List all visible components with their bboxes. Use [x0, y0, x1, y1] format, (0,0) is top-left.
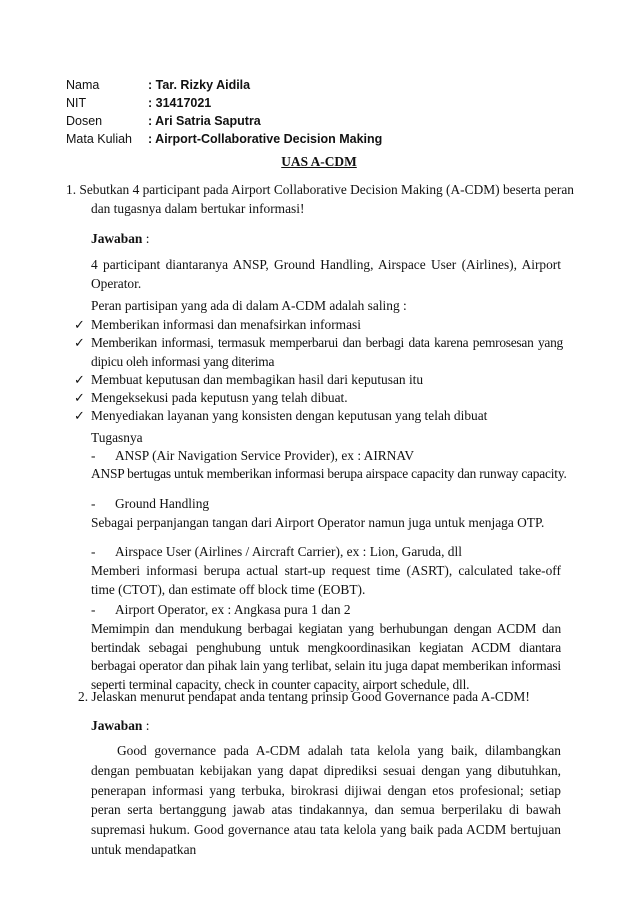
tugas-title-text: Airport Operator, ex : Angkasa pura 1 dan 2: [115, 602, 351, 617]
header-value: : Tar. Rizky Aidila: [148, 78, 251, 92]
answer-colon: :: [142, 231, 150, 246]
header-label: Mata Kuliah: [66, 132, 133, 146]
tugas-item-title: [91, 543, 462, 562]
answer-colon: :: [142, 718, 150, 733]
tugas-item-desc: Sebagai perpanjangan tangan dari Airport Operator namun juga untuk menjaga OTP.: [91, 515, 545, 530]
participants-paragraph: 4 participant diantaranya ANSP, Ground Handling, Airspace User (Airlines), Airport Operator.: [91, 257, 561, 291]
tugas-title-text: Airspace User (Airlines / Aircraft Carrier), ex : Lion, Garuda, dll: [115, 544, 462, 559]
question-2: 2. Jelaskan menurut pendapat anda tentang prinsip Good Governance pada A-CDM!: [78, 689, 530, 704]
dash-bullet: -: [91, 602, 96, 617]
tugas-title-text: Ground Handling: [115, 496, 210, 511]
question-1-line-2: dan tugasnya dalam bertukar informasi!: [91, 201, 305, 216]
tugas-item-title: [91, 601, 351, 620]
answer-2-heading: [91, 717, 149, 736]
header-label: NIT: [66, 96, 87, 110]
tugas-item-title: [91, 495, 209, 514]
tugas-label: Tugasnya: [91, 430, 143, 445]
answer-label: Jawaban: [91, 231, 143, 246]
check-icon: ✓: [74, 390, 85, 405]
list-item: Memberikan informasi, termasuk memperbarui dan berbagi data karena pemrosesan yang dipicu oleh informasi yang diterima: [91, 335, 563, 369]
header-info: [66, 76, 566, 148]
tugas-item-desc: Memberi informasi berupa actual start-up request time (ASRT), calculated take-off time (CTOT), dan estimate off block time (EOBT).: [91, 563, 561, 597]
header-value: : Airport-Collaborative Decision Making: [148, 132, 383, 146]
list-item: Memberikan informasi dan menafsirkan informasi: [91, 317, 361, 332]
answer-1-heading: [91, 230, 149, 249]
document-title: UAS A-CDM: [281, 154, 357, 169]
header-label: Dosen: [66, 114, 103, 128]
header-value: : 31417021: [148, 96, 212, 110]
list-item: Mengeksekusi pada keputusn yang telah dibuat.: [91, 390, 348, 405]
tugas-item-title: [91, 447, 414, 466]
header-value: : Ari Satria Saputra: [148, 114, 261, 128]
check-icon: ✓: [74, 408, 85, 423]
header-label: Nama: [66, 78, 100, 92]
answer-label: Jawaban: [91, 718, 143, 733]
check-icon: ✓: [74, 372, 85, 387]
tugas-title-text: ANSP (Air Navigation Service Provider), ex : AIRNAV: [115, 448, 415, 463]
governance-paragraph: Good governance pada A-CDM adalah tata kelola yang baik, dilambangkan dengan pembuatan kebijakan yang dapat diprediksi sesuai dengan yang dibutuhkan, penerapan informasi yang terbuka, birokrasi dijiwai dengan etos profesional; setiap peran serta bertanggung jawab atas tindakannya, dan semua berperilaku di bawah supremasi hukum. Good governance atau tata kelola yang baik pada ACDM bertujuan untuk mendapatkan: [91, 743, 561, 857]
check-icon: ✓: [74, 335, 85, 350]
peran-intro: Peran partisipan yang ada di dalam A-CDM adalah saling :: [91, 298, 407, 313]
question-1-line-1: 1. Sebutkan 4 participant pada Airport Collaborative Decision Making (A-CDM) beserta peran: [66, 182, 574, 197]
check-icon: ✓: [74, 317, 85, 332]
tugas-item-desc: ANSP bertugas untuk memberikan informasi berupa airspace capacity dan runway capacity.: [91, 466, 567, 481]
dash-bullet: -: [91, 496, 96, 511]
dash-bullet: -: [91, 544, 96, 559]
list-item: Menyediakan layanan yang konsisten dengan keputusan yang telah dibuat: [91, 408, 488, 423]
dash-bullet: -: [91, 448, 96, 463]
list-item: Membuat keputusan dan membagikan hasil dari keputusan itu: [91, 372, 424, 387]
tugas-item-desc: Memimpin dan mendukung berbagai kegiatan yang berhubungan dengan ACDM dan bertindak sebagai penghubung untuk mengkoordinasikan kegiatan ACDM diantara berbagai operator dan pihak lain yang terlibat, selain itu juga dapat memberikan informasi seperti terminal capacity, check in counter capacity, airport schedule, dll.: [91, 621, 561, 692]
